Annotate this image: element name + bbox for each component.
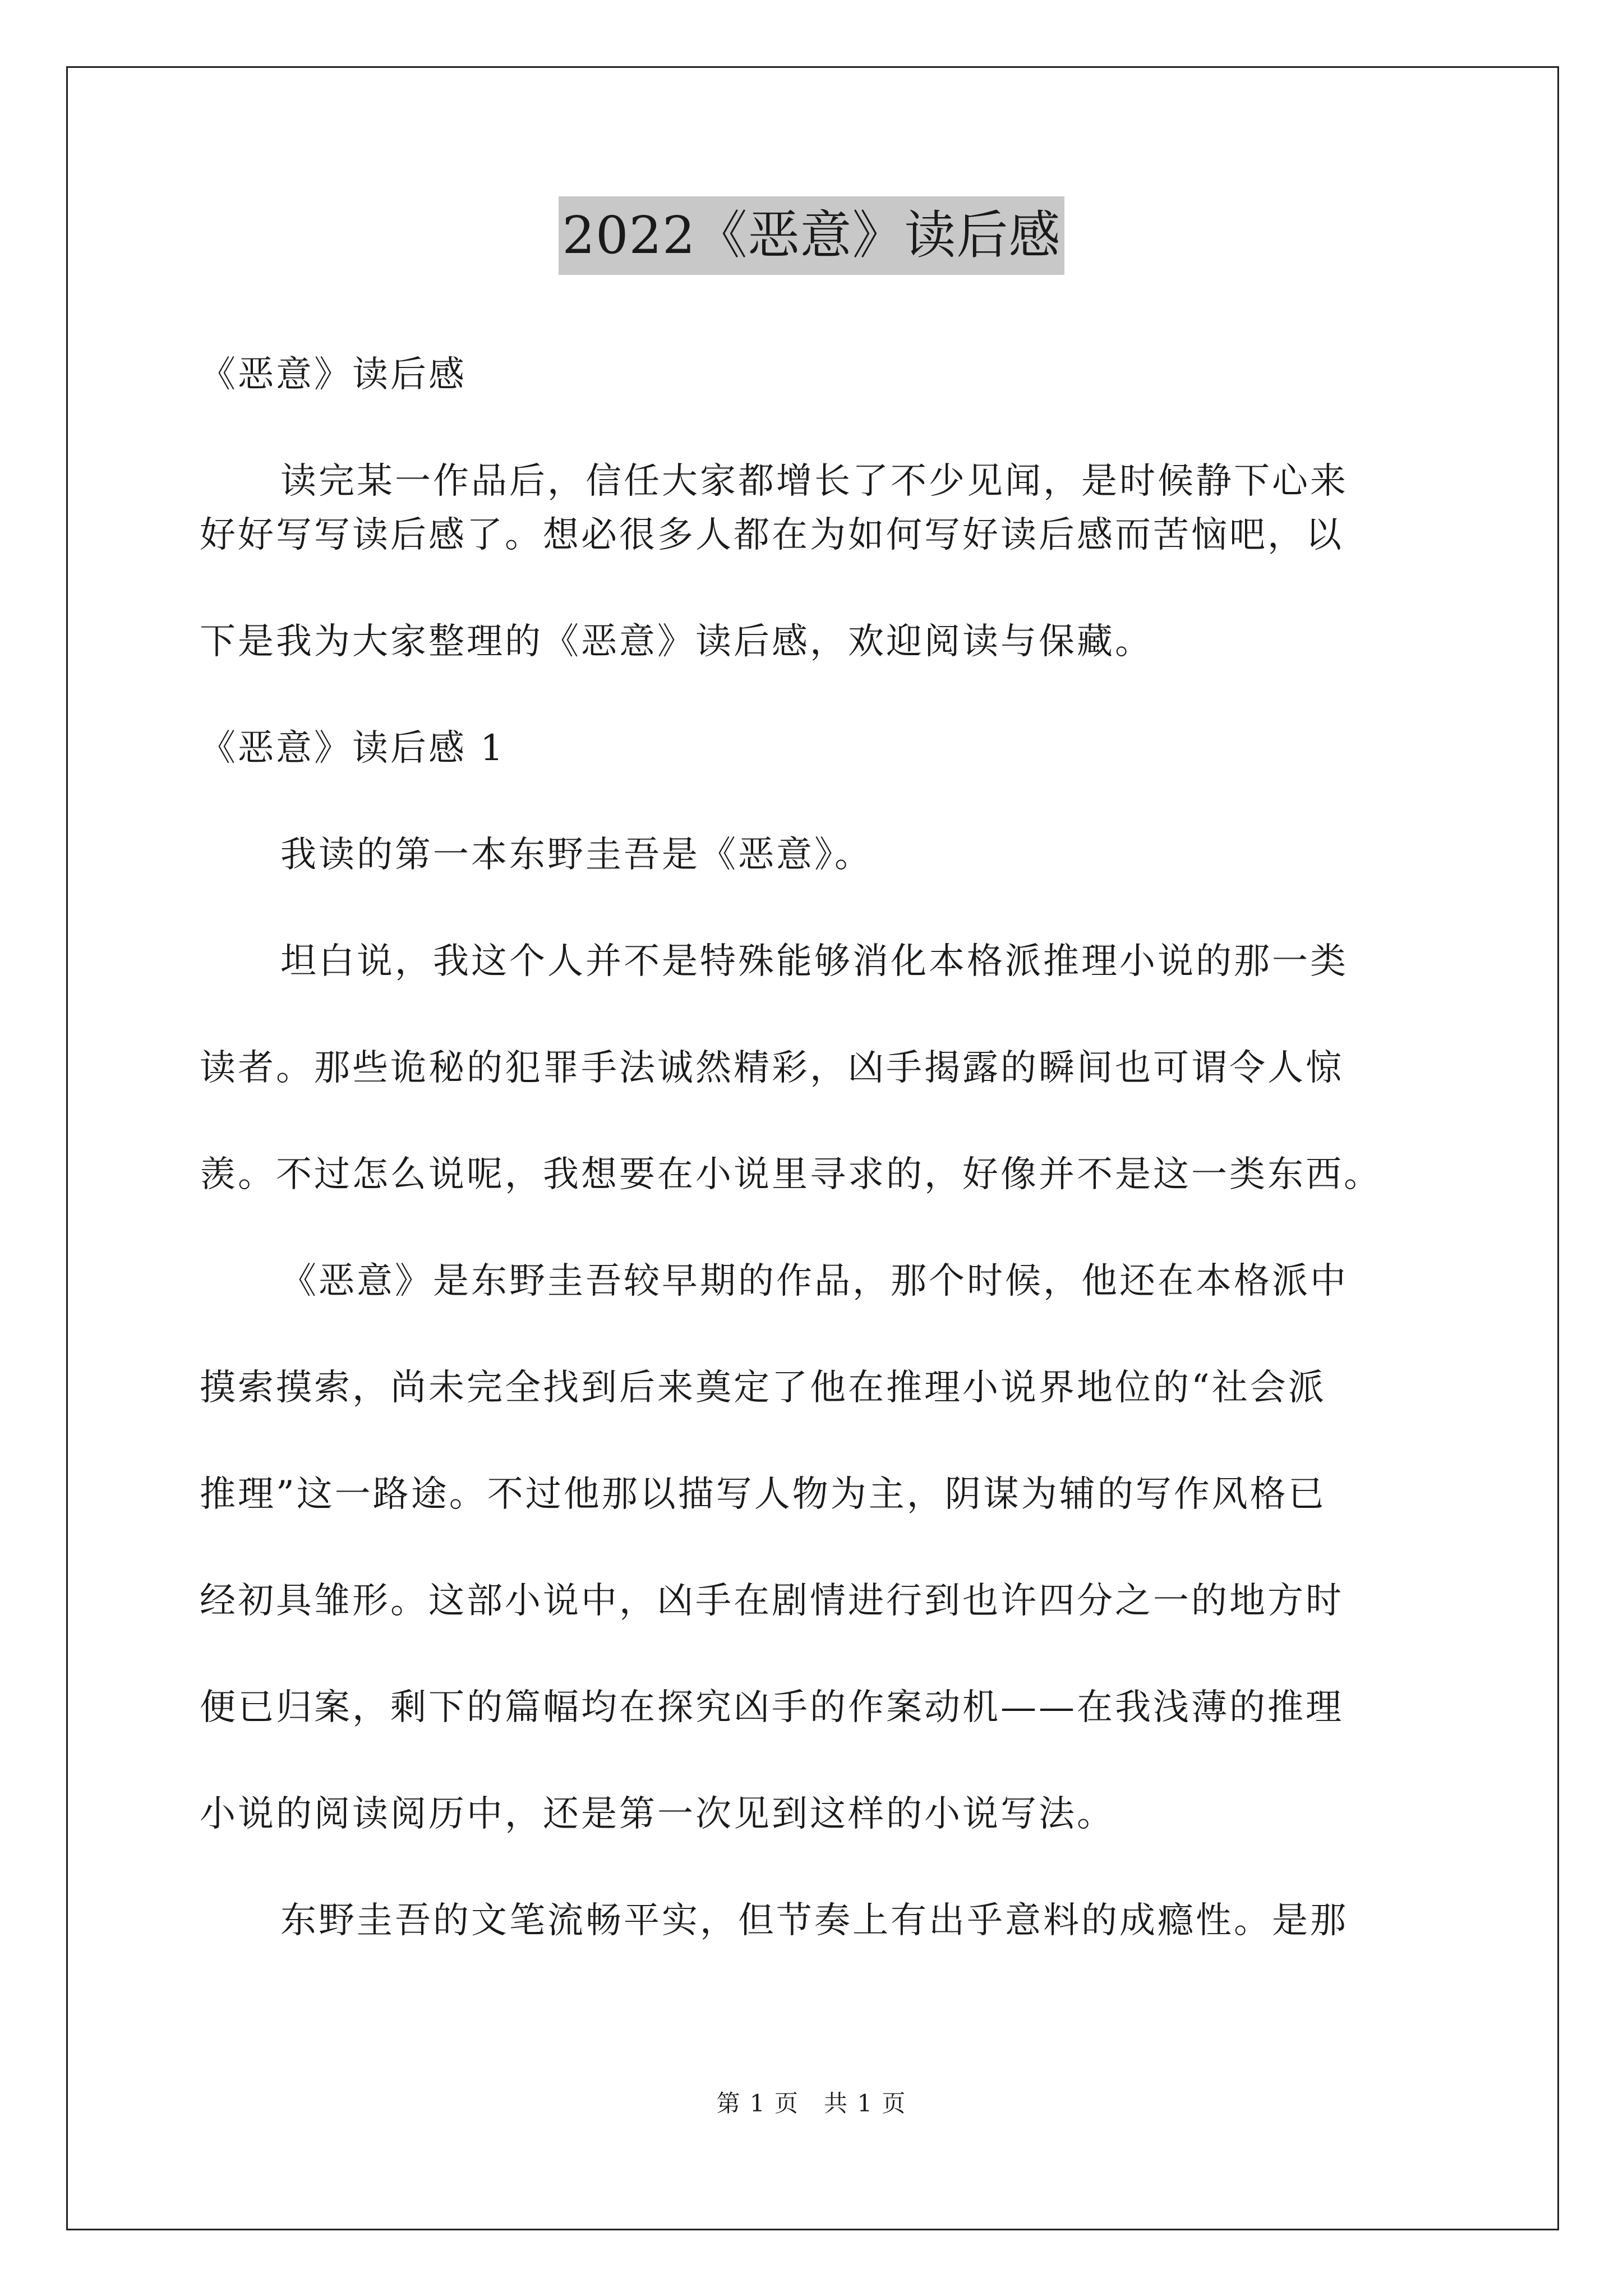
paragraph-line: 坦白说，我这个人并不是特殊能够消化本格派推理小说的那一类 (280, 941, 1348, 982)
paragraph-line: 读者。那些诡秘的犯罪手法诚然精彩，凶手揭露的瞬间也可谓令人惊 (200, 1047, 1344, 1089)
page-footer: 第 1 页 共 1 页 (716, 2090, 907, 2117)
subtitle-heading: 《恶意》读后感 (200, 354, 467, 395)
paragraph-line: 羡。不过怎么说呢，我想要在小说里寻求的，好像并不是这一类东西。 (200, 1154, 1382, 1195)
paragraph-line: 推理”这一路途。不过他那以描写人物为主，阴谋为辅的写作风格已 (200, 1474, 1326, 1515)
section-heading: 《恶意》读后感 1 (200, 728, 506, 769)
paragraph-line: 小说的阅读阅历中，还是第一次见到这样的小说写法。 (200, 1793, 1115, 1835)
paragraph-line: 我读的第一本东野圭吾是《恶意》。 (280, 834, 873, 876)
intro-paragraph-line: 好好写写读后感了。想必很多人都在为如何写好读后感而苦恼吧，以 (200, 514, 1344, 556)
paragraph-line: 便已归案，剩下的篇幅均在探究凶手的作案动机——在我浅薄的推理 (200, 1687, 1344, 1728)
document-title: 2022《恶意》读后感 (559, 196, 1064, 275)
paragraph-line: 经初具雏形。这部小说中，凶手在剧情进行到也许四分之一的地方时 (200, 1580, 1344, 1622)
document-body (200, 348, 1433, 1948)
paragraph-line: 《恶意》是东野圭吾较早期的作品，那个时候，他还在本格派中 (280, 1260, 1348, 1302)
paragraph-line: 东野圭吾的文笔流畅平实，但节奏上有出乎意料的成瘾性。是那 (280, 1900, 1348, 1941)
title-container (0, 196, 1623, 275)
paragraph-line: 摸索摸索，尚未完全找到后来奠定了他在推理小说界地位的“社会派 (200, 1367, 1326, 1409)
intro-paragraph-line: 读完某一作品后，信任大家都增长了不少见闻，是时候静下心来 (280, 461, 1348, 502)
intro-paragraph-line: 下是我为大家整理的《恶意》读后感，欢迎阅读与保藏。 (200, 621, 1153, 662)
